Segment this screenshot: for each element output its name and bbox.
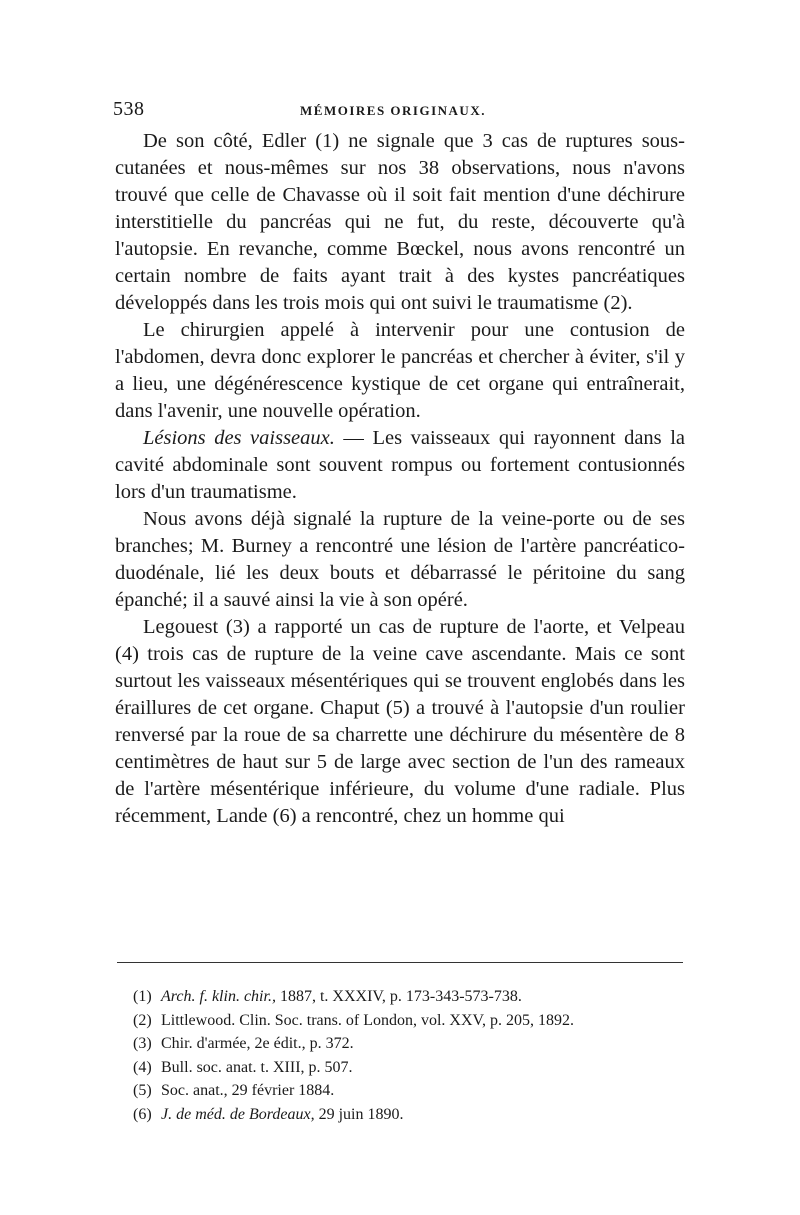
footnote-text: 1887, t. XXXIV, p. 173-343-573-738. [275,988,522,1005]
running-head: MÉMOIRES ORIGINAUX. [300,103,486,118]
footnote-number: (1) [133,988,152,1005]
footnotes [133,985,693,1126]
footnote-text: Bull. soc. anat. t. XIII, p. 507. [161,1058,353,1076]
paragraph [115,425,685,506]
footnote-number: (2) [133,1011,152,1029]
footnote-text: Littlewood. Clin. Soc. trans. of London, vol. XXV, p. 205, 1892. [161,1011,575,1029]
footnote-italic: J. de méd. de Bordeaux, [161,1105,315,1123]
footnote [133,1009,693,1033]
paragraph-text: — Les vaisseaux qui rayonnent dans la cavité abdominale sont souvent rompus ou fortement contusionnés lors d'un traumatisme. [115,427,685,503]
footnote-divider [117,962,683,963]
footnote-text: Chir. d'armée, 2e édit., p. 372. [161,1035,354,1052]
footnote [133,1056,693,1080]
footnote [133,985,693,1009]
paragraph: Legouest (3) a rapporté un cas de rupture de l'aorte, et Velpeau (4) trois cas de rupture de la veine cave ascendante. Mais ce sont surtout les vaisseaux mésentériques qui se trouvent englobés dans les éraillures de cet organe. Chaput (5) a trouvé à l'autopsie d'un roulier renversé par la roue de sa charrette une déchirure du mésentère de 8 centimètres de haut sur 5 de large avec section de l'un des rameaux de l'artère mésentérique inférieure, du volume d'une radiale. Plus récemment, Lande (6) a rencontré, chez un homme qui [115,616,685,827]
section-heading: Lésions des vaisseaux. [143,427,335,449]
paragraph: Nous avons déjà signalé la rupture de la veine-porte ou de ses branches; M. Burney a rencontré une lésion de l'artère pancréatico-duodénale, lié les deux bouts et débarrassé le péritoine du sang épanché; il a sauvé ainsi la vie à son opéré. [115,508,685,611]
paragraph: De son côté, Edler (1) ne signale que 3 cas de ruptures sous-cutanées et nous-mêmes sur nos 38 observations, nous n'avons trouvé que celle de Chavasse où il soit fait mention d'une déchirure interstitielle du pancréas qui ne fut, du reste, découverte qu'à l'autopsie. En revanche, comme Bœckel, nous avons rencontré un certain nombre de faits ayant trait à des kystes pancréatiques développés dans les trois mois qui ont suivi le traumatisme (2). [115,130,685,314]
footnote [133,1032,693,1056]
footnote-number: (6) [133,1105,152,1123]
footnote-number: (4) [133,1058,152,1076]
page-number: 538 [113,98,145,120]
footnote [133,1103,693,1127]
footnote-text: 29 juin 1890. [314,1105,404,1123]
footnote-number: (3) [133,1035,152,1052]
footnote-number: (5) [133,1082,152,1099]
paragraph: Le chirurgien appelé à intervenir pour une contusion de l'abdomen, devra donc explorer le pancréas et chercher à éviter, s'il y a lieu, une dégénérescence kystique de cet organe qui entraînerait, dans l'avenir, une nouvelle opération. [115,319,685,422]
footnote-italic: Arch. f. klin. chir., [161,988,276,1005]
footnote [133,1079,693,1103]
footnote-text: Soc. anat., 29 février 1884. [161,1082,335,1099]
body-text [115,128,685,830]
